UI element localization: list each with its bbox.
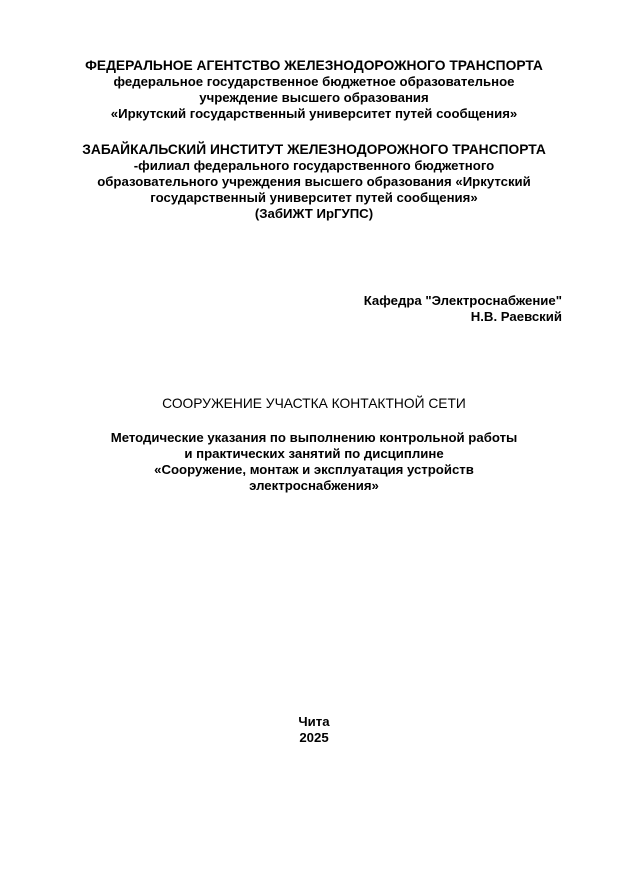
description-line-3: «Сооружение, монтаж и эксплуатация устройств	[154, 462, 474, 477]
institute-name: ЗАБАЙКАЛЬСКИЙ ИНСТИТУТ ЖЕЛЕЗНОДОРОЖНОГО ТРАНСПОРТА	[82, 142, 546, 157]
description-line-2: и практических занятий по дисциплине	[184, 446, 444, 461]
city: Чита	[298, 714, 330, 729]
agency-line-2: федеральное государственное бюджетное образовательное	[113, 74, 515, 89]
document-title: СООРУЖЕНИЕ УЧАСТКА КОНТАКТНОЙ СЕТИ	[162, 396, 466, 411]
footer-block	[40, 714, 588, 746]
year: 2025	[299, 730, 329, 745]
description-line-4: электроснабжения»	[249, 478, 379, 493]
agency-name: ФЕДЕРАЛЬНОЕ АГЕНТСТВО ЖЕЛЕЗНОДОРОЖНОГО ТРАНСПОРТА	[85, 58, 543, 73]
institute-line-3: образовательного учреждения высшего образования «Иркутский	[97, 174, 531, 189]
description-line-1: Методические указания по выполнению контрольной работы	[110, 430, 518, 445]
agency-header	[40, 58, 588, 122]
institute-line-2: -филиал федерального государственного бюджетного	[133, 158, 495, 173]
institute-abbreviation: (ЗабИЖТ ИрГУПС)	[254, 206, 374, 221]
document-description	[40, 430, 588, 494]
university-name: «Иркутский государственный университет путей сообщения»	[110, 106, 518, 121]
agency-line-3: учреждение высшего образования	[199, 90, 429, 105]
department-block	[364, 293, 562, 325]
institute-header	[40, 142, 588, 222]
author-name: Н.В. Раевский	[470, 309, 562, 324]
document-title-block	[40, 396, 588, 412]
institute-line-4: государственный университет путей сообщения»	[150, 190, 478, 205]
department-name: Кафедра "Электроснабжение"	[363, 293, 562, 308]
